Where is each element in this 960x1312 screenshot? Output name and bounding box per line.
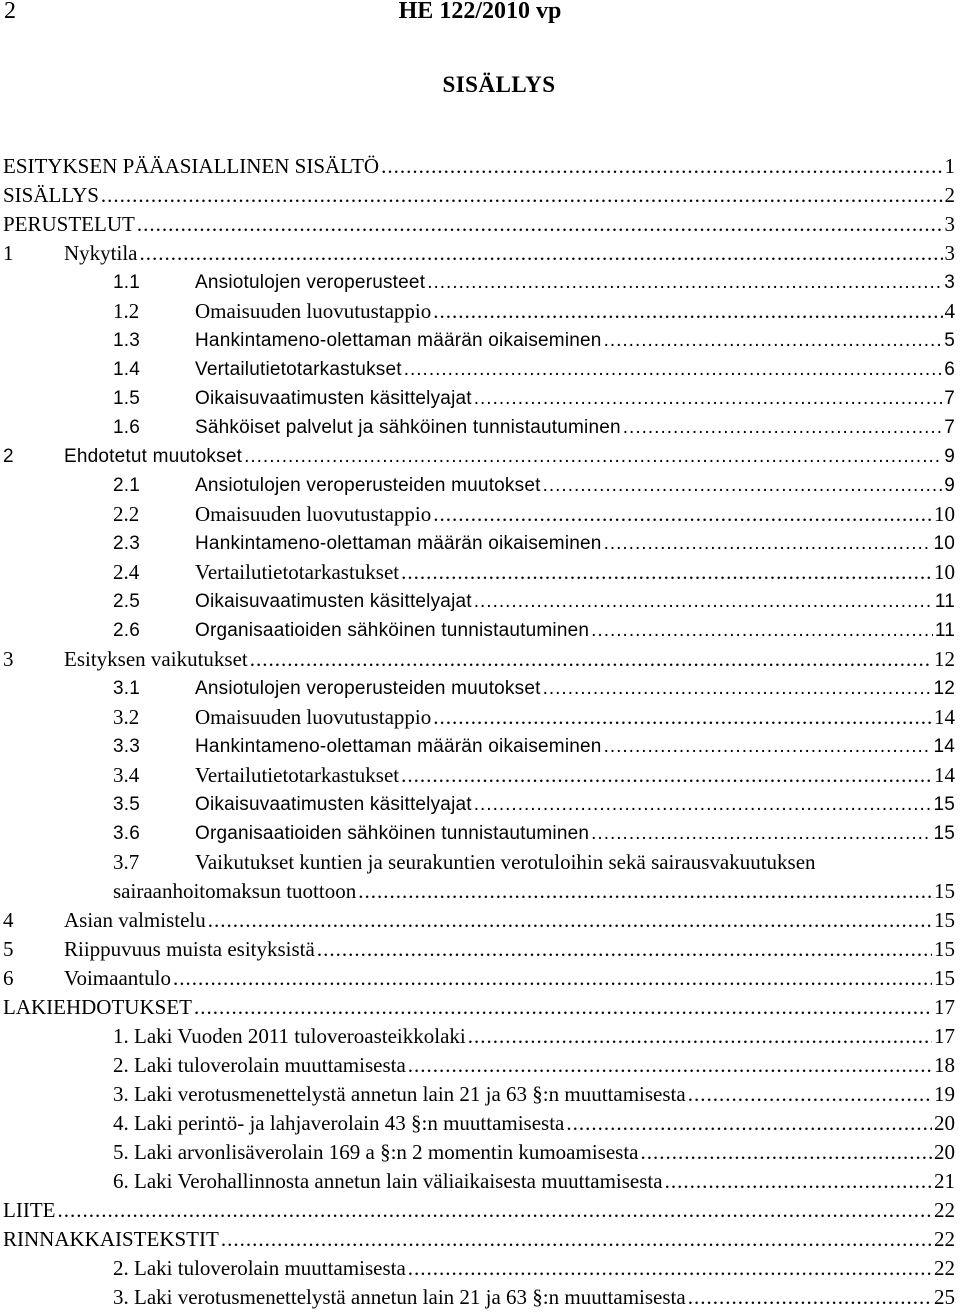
toc-entry-page: 1: [944, 154, 955, 178]
toc-entry-page: 11: [934, 591, 955, 612]
toc-entry[interactable]: [3, 732, 955, 761]
toc-entry[interactable]: [3, 1283, 955, 1312]
toc-entry-page: 17: [934, 995, 955, 1019]
dot-leader: [404, 355, 943, 384]
toc-entry-label: 4. Laki perintö- ja lahjaverolain 43 §:n muuttamisesta: [113, 1111, 565, 1135]
toc-entry-number: 2.5: [113, 591, 141, 612]
page-number: 2: [4, 0, 16, 24]
toc-entry[interactable]: [3, 181, 955, 210]
toc-entry[interactable]: [3, 906, 955, 935]
toc-entry-page: 2: [944, 183, 955, 207]
toc-entry-label: Omaisuuden luovutustappio: [195, 299, 432, 323]
toc-entry-page: 15: [933, 823, 955, 844]
toc-entry-label: Hankintameno-olettaman määrän oikaiseminen: [195, 736, 602, 757]
toc-entry-number: 5: [3, 937, 14, 961]
toc-entry-number: 3.3: [113, 736, 141, 757]
dot-leader: [408, 1051, 932, 1080]
toc-entry[interactable]: [3, 384, 955, 413]
toc-entry-page: 25: [934, 1285, 955, 1309]
dot-leader: [474, 587, 933, 616]
toc-entry[interactable]: [3, 268, 955, 297]
toc-entry-label: Ansiotulojen veroperusteiden muutokset: [195, 475, 541, 496]
dot-leader: [604, 732, 932, 761]
dot-leader: [604, 529, 932, 558]
toc-entry-label: 1. Laki Vuoden 2011 tuloveroasteikkolaki: [113, 1024, 466, 1048]
toc-entry[interactable]: [3, 935, 955, 964]
toc-entry[interactable]: [3, 239, 955, 268]
toc-entry-page: 11: [934, 620, 955, 641]
toc-entry-label: Sähköiset palvelut ja sähköinen tunnistautuminen: [195, 417, 621, 438]
toc-entry-page: 10: [933, 533, 955, 554]
toc-entry-number: 3: [3, 647, 14, 671]
toc-entry-page: 15: [933, 794, 955, 815]
dot-leader: [640, 1138, 932, 1167]
toc-entry[interactable]: [3, 471, 955, 500]
toc-entry[interactable]: [3, 1022, 955, 1051]
dot-leader: [250, 645, 932, 674]
toc-entry-label: sairaanhoitomaksun tuottoon: [113, 879, 357, 903]
toc-entry-label: Vertailutietotarkastukset: [195, 359, 402, 380]
dot-leader: [433, 500, 932, 529]
toc-entry[interactable]: [3, 442, 955, 471]
dot-leader: [408, 1254, 932, 1283]
toc-entry-number: 1.2: [113, 299, 140, 323]
toc-entry[interactable]: [3, 529, 955, 558]
toc-entry-label: LAKIEHDOTUKSET: [3, 995, 192, 1019]
toc-entry-label: Esityksen vaikutukset: [64, 647, 248, 671]
toc-entry-label: 6. Laki Verohallinnosta annetun lain väliaikaisesta muuttamisesta: [113, 1169, 663, 1193]
toc-entry[interactable]: [3, 1080, 955, 1109]
dot-leader: [381, 152, 942, 181]
toc-entry[interactable]: [3, 877, 955, 906]
toc-entry-number: 1.6: [113, 417, 141, 438]
toc-entry-page: 4: [944, 299, 955, 323]
toc-entry[interactable]: [3, 1225, 955, 1254]
dot-leader: [591, 819, 931, 848]
dot-leader: [427, 268, 942, 297]
dot-leader: [401, 558, 932, 587]
toc-entry-number: 2.4: [113, 560, 140, 584]
toc-entry-page: 3: [944, 241, 955, 265]
toc-entry-label: SISÄLLYS: [3, 183, 99, 207]
toc-entry[interactable]: [3, 964, 955, 993]
toc-entry-number: 1: [3, 241, 14, 265]
toc-entry-page: 12: [934, 647, 955, 671]
dot-leader: [665, 1167, 932, 1196]
toc-entry-label: Organisaatioiden sähköinen tunnistautuminen: [195, 823, 590, 844]
toc-entry-page: 17: [934, 1024, 955, 1048]
toc-entry-label: 5. Laki arvonlisäverolain 169 a §:n 2 momentin kumoamisesta: [113, 1140, 639, 1164]
toc-entry-page: 12: [933, 678, 955, 699]
toc-entry-page: 10: [934, 502, 955, 526]
dot-leader: [543, 674, 932, 703]
toc-entry[interactable]: [3, 1167, 955, 1196]
toc-entry-label: Omaisuuden luovutustappio: [195, 502, 432, 526]
toc-entry-label: RINNAKKAISTEKSTIT: [3, 1227, 219, 1251]
toc-entry-label: Hankintameno-olettaman määrän oikaiseminen: [195, 330, 602, 351]
dot-leader: [543, 471, 943, 500]
dot-leader: [140, 239, 943, 268]
dot-leader: [623, 413, 942, 442]
dot-leader: [221, 1225, 932, 1254]
toc-entry-page: 18: [934, 1053, 955, 1077]
toc-entry-page: 6: [944, 359, 955, 380]
dot-leader: [244, 442, 942, 471]
toc-entry-page: 3: [944, 272, 955, 293]
toc-entry-page: 7: [944, 388, 955, 409]
dot-leader: [688, 1080, 932, 1109]
dot-leader: [358, 877, 932, 906]
toc-entry[interactable]: [3, 703, 955, 732]
toc-entry-label: Oikaisuvaatimusten käsittelyajat: [195, 794, 472, 815]
toc-entry-page: 22: [934, 1198, 955, 1222]
toc-entry-number: 2: [3, 446, 14, 467]
toc-entry[interactable]: [3, 1051, 955, 1080]
toc-entry-label: 2. Laki tuloverolain muuttamisesta: [113, 1256, 406, 1280]
dot-leader: [688, 1283, 932, 1312]
dot-leader: [604, 326, 943, 355]
toc-entry-page: 15: [934, 908, 955, 932]
toc-entry[interactable]: [3, 1254, 955, 1283]
toc-entry-number: 1.5: [113, 388, 141, 409]
dot-leader: [566, 1109, 932, 1138]
dot-leader: [433, 297, 942, 326]
toc-entry-label: LIITE: [3, 1198, 56, 1222]
toc-entry-label: Asian valmistelu: [64, 908, 206, 932]
toc-entry-label: ESITYKSEN PÄÄASIALLINEN SISÄLTÖ: [3, 154, 380, 178]
toc-entry-page: 14: [934, 763, 955, 787]
toc-entry-page: 20: [934, 1111, 955, 1135]
dot-leader: [137, 210, 943, 239]
toc-entry-label: Ansiotulojen veroperusteiden muutokset: [195, 678, 541, 699]
toc-entry-number: 2.2: [113, 502, 140, 526]
toc-entry-number: 4: [3, 908, 14, 932]
toc-entry-page: 5: [944, 330, 955, 351]
toc-entry[interactable]: [3, 355, 955, 384]
toc-entry-page: 22: [934, 1227, 955, 1251]
toc-entry-page: 20: [934, 1140, 955, 1164]
toc-entry-number: 6: [3, 966, 14, 990]
toc-entry-label: Oikaisuvaatimusten käsittelyajat: [195, 388, 472, 409]
toc-entry-label: Vertailutietotarkastukset: [195, 763, 400, 787]
toc-entry-number: 3.6: [113, 823, 141, 844]
toc-entry-label: Vertailutietotarkastukset: [195, 560, 400, 584]
toc-entry-label: Voimaantulo: [64, 966, 171, 990]
toc-entry[interactable]: [3, 413, 955, 442]
toc-entry[interactable]: [3, 1138, 955, 1167]
toc-entry-label: Vaikutukset kuntien ja seurakuntien verotuloihin sekä sairausvakuutuksen: [195, 850, 816, 874]
toc-entry-page: 10: [934, 560, 955, 584]
toc-entry[interactable]: [3, 848, 955, 877]
toc-entry-page: 7: [944, 417, 955, 438]
dot-leader: [57, 1196, 932, 1225]
toc-entry[interactable]: [3, 587, 955, 616]
toc-entry-label: Oikaisuvaatimusten käsittelyajat: [195, 591, 472, 612]
toc-entry-page: 14: [933, 736, 955, 757]
toc-entry-number: 2.6: [113, 620, 141, 641]
dot-leader: [317, 935, 932, 964]
dot-leader: [173, 964, 932, 993]
toc-entry-label: Omaisuuden luovutustappio: [195, 705, 432, 729]
toc-entry-number: 3.7: [113, 850, 140, 874]
toc-entry-label: Nykytila: [64, 241, 138, 265]
toc-entry-label: Organisaatioiden sähköinen tunnistautuminen: [195, 620, 590, 641]
toc-title: SISÄLLYS: [442, 72, 556, 97]
toc-entry[interactable]: [3, 297, 955, 326]
toc-entry-number: 1.3: [113, 330, 141, 351]
toc-entry-number: 1.1: [113, 272, 141, 293]
toc-entry[interactable]: [3, 152, 955, 181]
toc-entry-page: 9: [944, 446, 955, 467]
table-of-contents: [3, 152, 955, 1312]
toc-entry-page: 3: [944, 212, 955, 236]
toc-entry-label: 3. Laki verotusmenettelystä annetun lain 21 ja 63 §:n muuttamisesta: [113, 1082, 686, 1106]
toc-entry[interactable]: [3, 1109, 955, 1138]
toc-entry-number: 2.1: [113, 475, 141, 496]
dot-leader: [474, 384, 942, 413]
toc-entry-number: 3.2: [113, 705, 140, 729]
dot-leader: [194, 993, 932, 1022]
toc-entry-number: 1.4: [113, 359, 141, 380]
toc-entry-label: 2. Laki tuloverolain muuttamisesta: [113, 1053, 406, 1077]
toc-entry-page: 9: [944, 475, 955, 496]
toc-entry[interactable]: [3, 558, 955, 587]
toc-entry[interactable]: [3, 1196, 955, 1225]
toc-entry-page: 21: [934, 1169, 955, 1193]
dot-leader: [468, 1022, 932, 1051]
toc-entry[interactable]: [3, 819, 955, 848]
dot-leader: [591, 616, 933, 645]
dot-leader: [474, 790, 932, 819]
toc-entry-label: Ansiotulojen veroperusteet: [195, 272, 426, 293]
toc-entry-page: 22: [934, 1256, 955, 1280]
document-reference: HE 122/2010 vp: [398, 0, 562, 24]
toc-entry-number: 3.4: [113, 763, 140, 787]
toc-entry-label: PERUSTELUT: [3, 212, 135, 236]
toc-entry-page: 15: [934, 966, 955, 990]
dot-leader: [101, 181, 943, 210]
toc-entry[interactable]: [3, 616, 955, 645]
toc-entry[interactable]: [3, 326, 955, 355]
toc-entry-number: 3.1: [113, 678, 141, 699]
toc-entry-label: Riippuvuus muista esityksistä: [64, 937, 315, 961]
toc-entry-label: Hankintameno-olettaman määrän oikaiseminen: [195, 533, 602, 554]
toc-entry[interactable]: [3, 500, 955, 529]
toc-entry-page: 15: [934, 937, 955, 961]
toc-entry[interactable]: [3, 993, 955, 1022]
toc-entry-number: 2.3: [113, 533, 141, 554]
dot-leader: [208, 906, 932, 935]
toc-entry-number: 3.5: [113, 794, 141, 815]
toc-entry-page: 14: [934, 705, 955, 729]
toc-entry-label: 3. Laki verotusmenettelystä annetun lain 21 ja 63 §:n muuttamisesta: [113, 1285, 686, 1309]
toc-entry[interactable]: [3, 761, 955, 790]
toc-entry-label: Ehdotetut muutokset: [64, 446, 243, 467]
toc-entry-page: 19: [934, 1082, 955, 1106]
toc-entry[interactable]: [3, 210, 955, 239]
toc-entry[interactable]: [3, 790, 955, 819]
toc-entry-page: 15: [934, 879, 955, 903]
toc-entry[interactable]: [3, 674, 955, 703]
dot-leader: [401, 761, 932, 790]
toc-entry[interactable]: [3, 645, 955, 674]
dot-leader: [433, 703, 932, 732]
